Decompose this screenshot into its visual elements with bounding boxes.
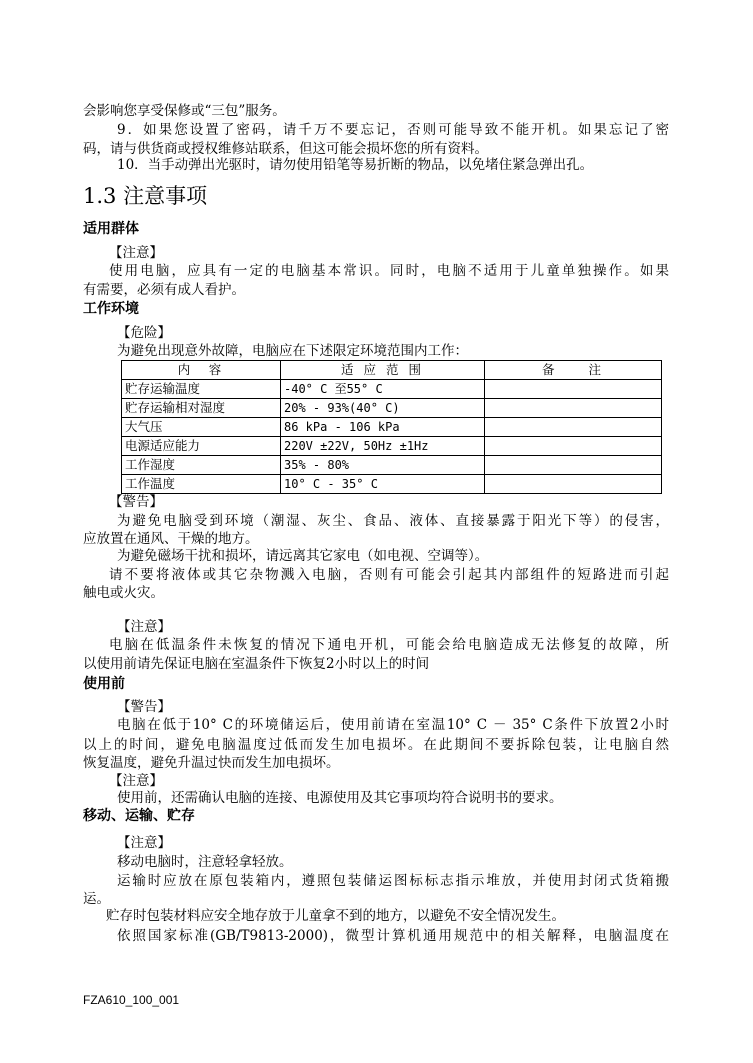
transport-line-2: 运输时应放在原包装箱内，遵照包装储运图标标志指示堆放，并使用封闭式货箱搬 [117, 873, 669, 889]
transport-line-1: 移动电脑时，注意轻拿轻放。 [117, 854, 293, 870]
table-cell-remark [485, 418, 662, 437]
transport-line-2-cont: 运。 [83, 891, 110, 907]
intro-line: 会影响您享受保修或“三包”服务。 [83, 103, 286, 119]
environment-table [121, 360, 662, 494]
table-row [122, 437, 662, 456]
table-cell-range: -40° C 至55° C [281, 380, 485, 399]
heading-environment: 工作环境 [83, 301, 139, 317]
warning-text-3-line-2: 触电或火灾。 [83, 585, 164, 601]
table-row [122, 418, 662, 437]
note-tag: 【注意】 [117, 619, 171, 635]
heading-suitable-group: 适用群体 [83, 221, 139, 237]
table-cell-item: 大气压 [122, 418, 281, 437]
section-title: 1.3 注意事项 [83, 184, 208, 208]
warning-tag: 【警告】 [117, 699, 171, 715]
table-cell-range: 35% - 80% [281, 456, 485, 475]
suitable-text-line-2: 有需要，必须有成人看护。 [83, 282, 245, 298]
before-use-warning-line-1: 电脑在低于10° C的环境储运后，使用前请在室温10° C － 35° C条件下放置2小时 [117, 717, 669, 733]
table-cell-item: 工作湿度 [122, 456, 281, 475]
document-code: FZA610_100_001 [83, 993, 180, 1007]
table-cell-range: 86 kPa - 106 kPa [281, 418, 485, 437]
table-row [122, 380, 662, 399]
table-cell-remark [485, 380, 662, 399]
warning-text-1-line-1: 为避免电脑受到环境（潮湿、灰尘、食品、液体、直接暴露于阳光下等）的侵害， [117, 513, 669, 529]
env-note-line-2: 以使用前请先保证电脑在室温条件下恢复2小时以上的时间 [83, 656, 430, 672]
danger-tag: 【危险】 [117, 325, 171, 341]
heading-transport-storage: 移动、运输、贮存 [83, 808, 195, 824]
header-range: 适 应 范 围 [281, 361, 485, 380]
table-cell-remark [485, 456, 662, 475]
note-tag: 【注意】 [117, 835, 171, 851]
before-use-note: 使用前，还需确认电脑的连接、电源使用及其它事项均符合说明书的要求。 [117, 790, 563, 806]
item-9-line-1: 9．如果您设置了密码，请千万不要忘记，否则可能导致不能开机。如果忘记了密 [117, 122, 669, 138]
env-note-line-1: 电脑在低温条件未恢复的情况下通电开机，可能会给电脑造成无法修复的故障，所 [109, 637, 669, 653]
table-row [122, 456, 662, 475]
suitable-text-line-1: 使用电脑，应具有一定的电脑基本常识。同时，电脑不适用于儿童单独操作。如果 [109, 263, 669, 279]
before-use-warning-line-3: 恢复温度，避免升温过快而发生加电损坏。 [83, 755, 340, 771]
warning-text-1-line-2: 应放置在通风、干燥的地方。 [83, 531, 259, 547]
warning-text-3-line-1: 请不要将液体或其它杂物溅入电脑，否则有可能会引起其内部组件的短路进而引起 [109, 567, 669, 583]
header-content: 内 容 [122, 361, 281, 380]
note-tag: 【注意】 [109, 773, 163, 789]
table-cell-item: 贮存运输温度 [122, 380, 281, 399]
transport-line-3: 贮存时包装材料应安全地存放于儿童拿不到的地方，以避免不安全情况发生。 [106, 908, 565, 924]
warning-tag: 【警告】 [109, 494, 163, 510]
warning-text-2: 为避免磁场干扰和损坏，请远离其它家电（如电视、空调等）。 [117, 548, 489, 564]
table-cell-range: 20% - 93%(40° C) [281, 399, 485, 418]
table-cell-item: 贮存运输相对湿度 [122, 399, 281, 418]
environment-intro: 为避免出现意外故障，电脑应在下述限定环境范围内工作： [117, 343, 468, 359]
header-remarks: 备 注 [485, 361, 662, 380]
table-row [122, 475, 662, 494]
heading-before-use: 使用前 [83, 676, 125, 692]
note-tag: 【注意】 [109, 245, 163, 261]
table-cell-item: 工作温度 [122, 475, 281, 494]
table-cell-range: 10° C - 35° C [281, 475, 485, 494]
table-cell-remark [485, 399, 662, 418]
table-row [122, 399, 662, 418]
table-cell-remark [485, 475, 662, 494]
table-cell-range: 220V ±22V, 50Hz ±1Hz [281, 437, 485, 456]
transport-line-4: 依照国家标准(GB/T9813-2000)，微型计算机通用规范中的相关解释，电脑温度在 [117, 928, 669, 944]
table-cell-item: 电源适应能力 [122, 437, 281, 456]
table-cell-remark [485, 437, 662, 456]
before-use-warning-line-2: 以上的时间，避免电脑温度过低而发生加电损坏。在此期间不要拆除包装，让电脑自然 [83, 737, 669, 753]
item-10: 10．当手动弹出光驱时，请勿使用铅笔等易折断的物品，以免堵住紧急弹出孔。 [117, 157, 594, 173]
table-header-row [122, 361, 662, 380]
item-9-line-2: 码，请与供货商或授权维修站联系，但这可能会损坏您的所有资料。 [83, 141, 488, 157]
